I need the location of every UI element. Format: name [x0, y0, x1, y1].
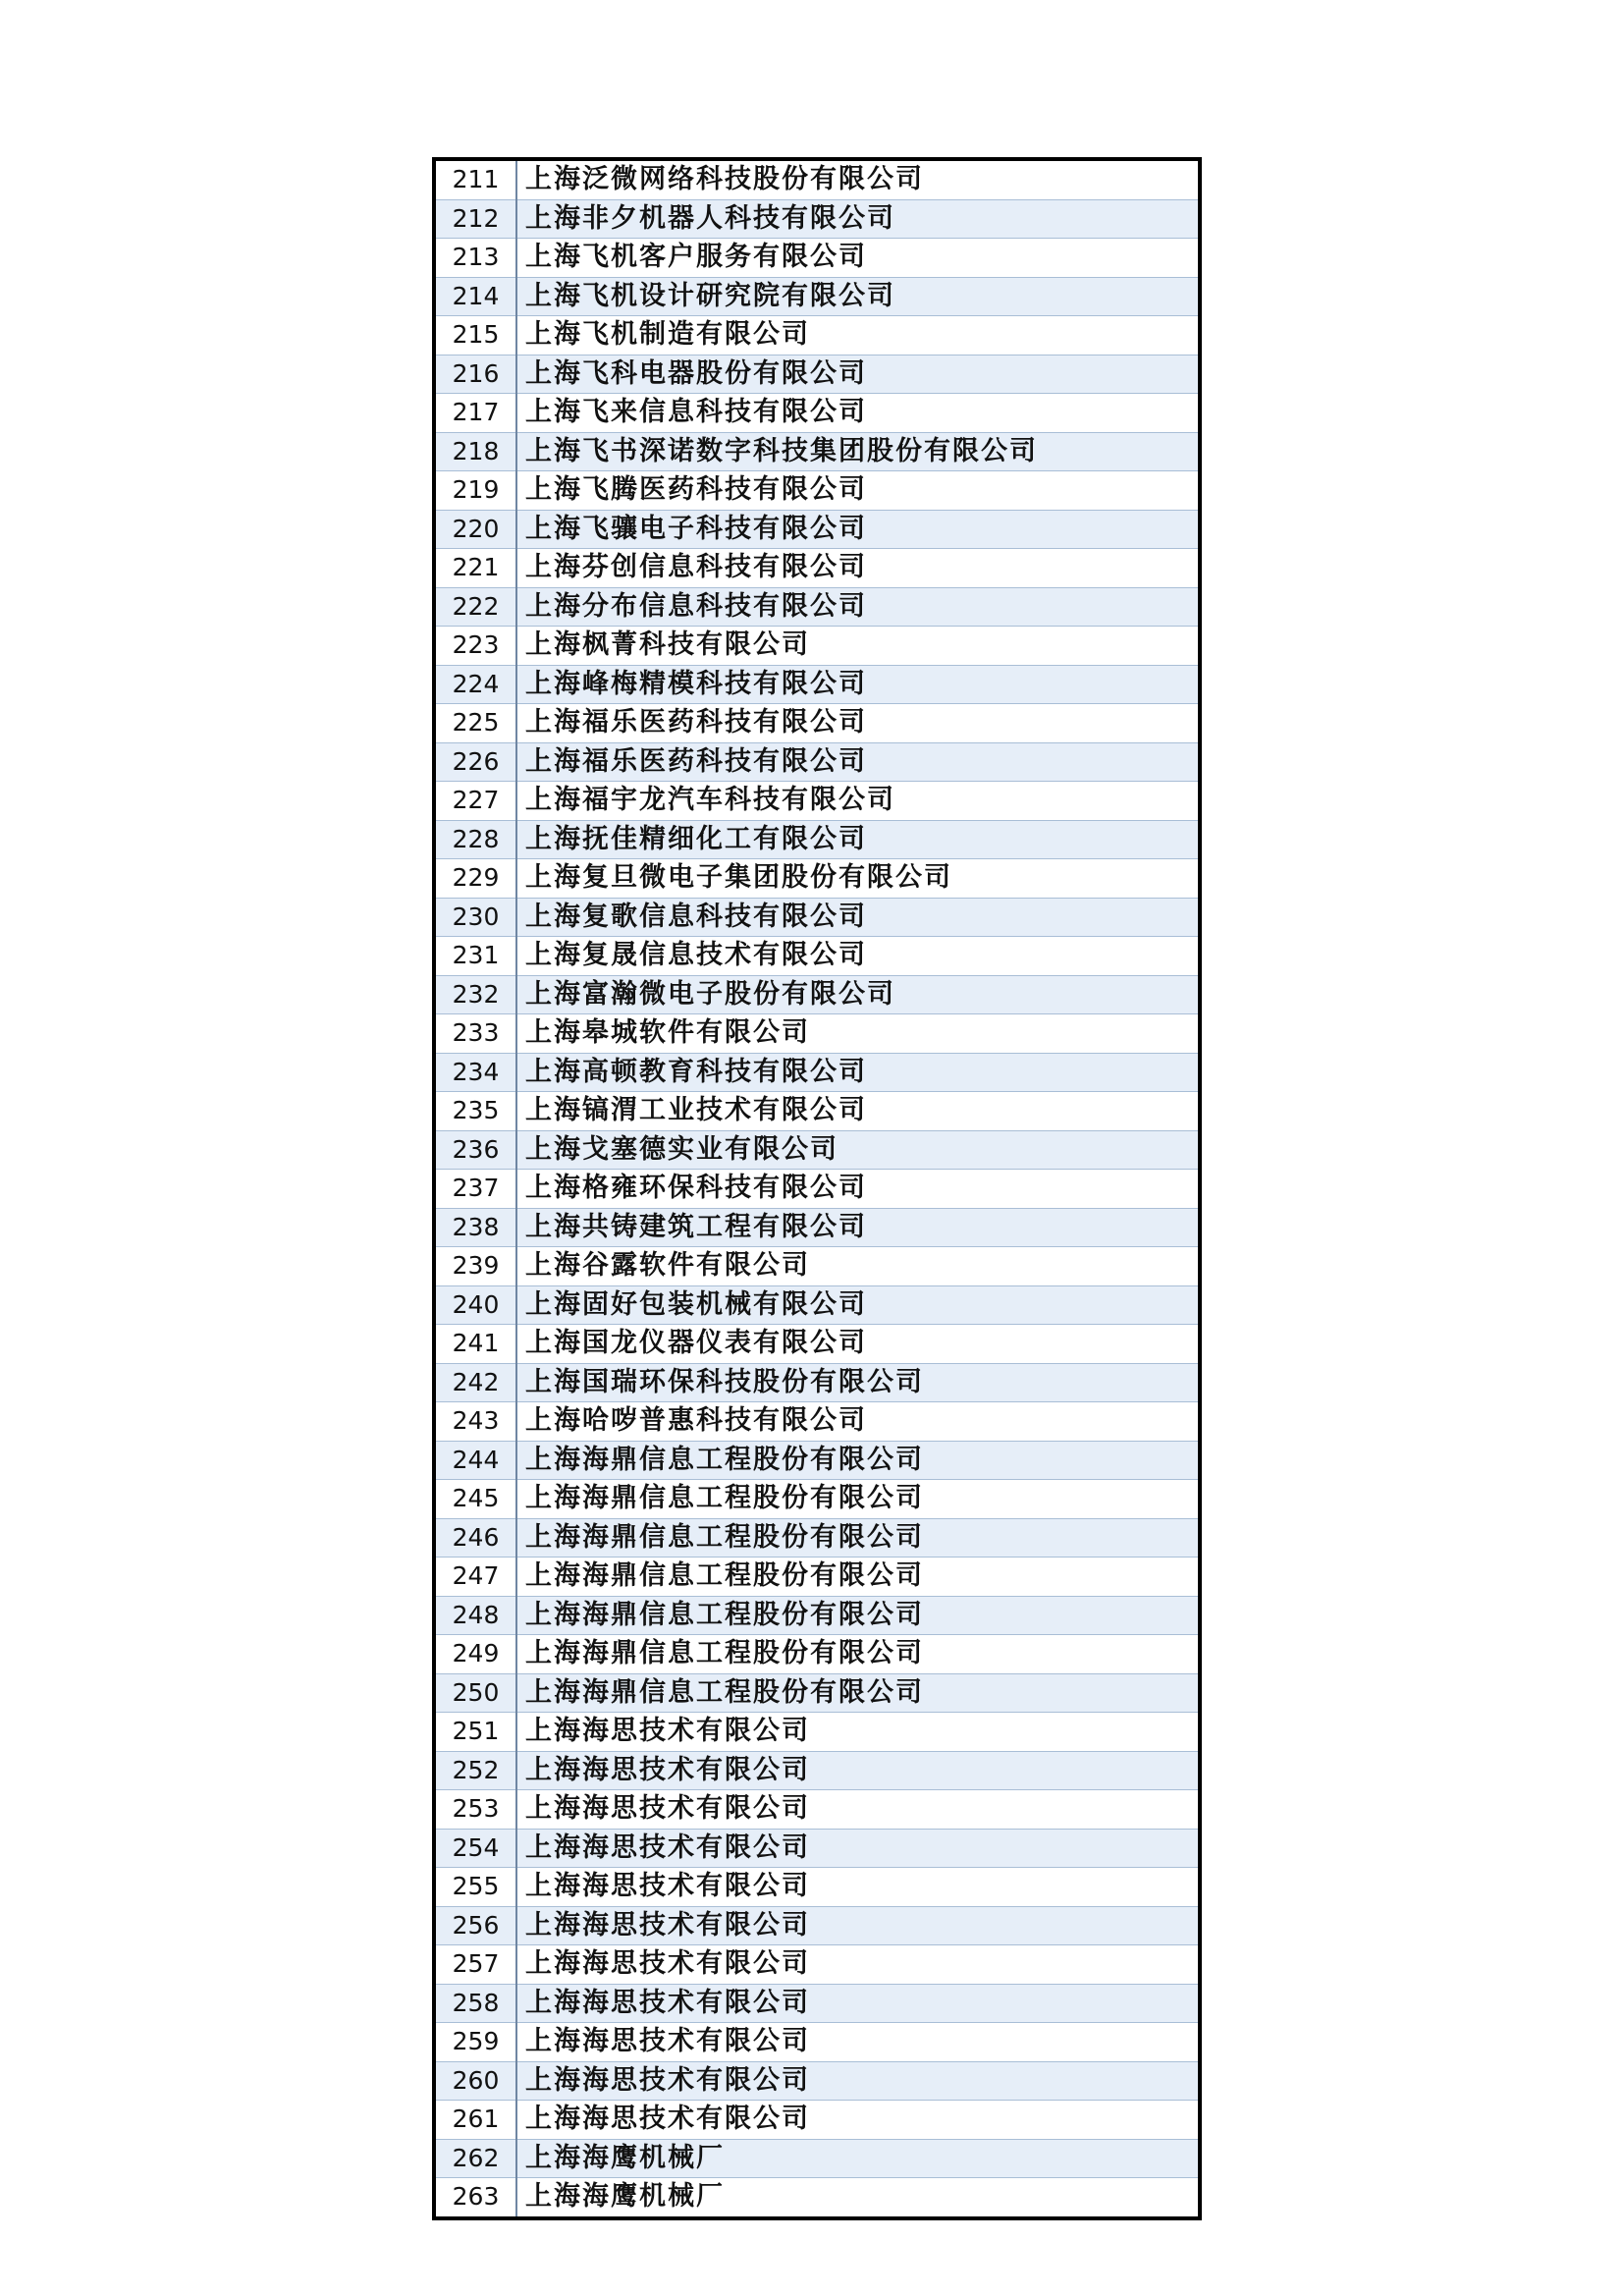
row-number: 227: [436, 782, 516, 821]
row-number: 230: [436, 898, 516, 937]
company-name: 上海飞机客户服务有限公司: [516, 239, 1198, 278]
row-number: 242: [436, 1363, 516, 1402]
company-name: 上海芬创信息科技有限公司: [516, 549, 1198, 588]
row-number: 228: [436, 820, 516, 859]
company-name: 上海国龙仪器仪表有限公司: [516, 1325, 1198, 1364]
table-body: [436, 161, 1198, 2216]
row-number: 240: [436, 1285, 516, 1325]
table-row: [436, 1170, 1198, 1209]
row-number: 232: [436, 975, 516, 1014]
company-name: 上海飞机制造有限公司: [516, 316, 1198, 355]
row-number: 244: [436, 1441, 516, 1480]
company-name: 上海飞科电器股份有限公司: [516, 355, 1198, 394]
table-row: [436, 1558, 1198, 1597]
table-row: [436, 1906, 1198, 1945]
table-row: [436, 1247, 1198, 1286]
company-name: 上海海鼎信息工程股份有限公司: [516, 1518, 1198, 1558]
table-row: [436, 1673, 1198, 1713]
row-number: 217: [436, 394, 516, 433]
company-name: 上海海鼎信息工程股份有限公司: [516, 1596, 1198, 1635]
company-name: 上海飞腾医药科技有限公司: [516, 471, 1198, 511]
row-number: 243: [436, 1402, 516, 1442]
table-row: [436, 1402, 1198, 1442]
row-number: 226: [436, 742, 516, 782]
row-number: 215: [436, 316, 516, 355]
company-name: 上海分布信息科技有限公司: [516, 587, 1198, 627]
company-name: 上海海思技术有限公司: [516, 1906, 1198, 1945]
company-name: 上海格雍环保科技有限公司: [516, 1170, 1198, 1209]
table-row: [436, 1790, 1198, 1830]
company-name: 上海飞骧电子科技有限公司: [516, 510, 1198, 549]
row-number: 241: [436, 1325, 516, 1364]
table-row: [436, 549, 1198, 588]
row-number: 224: [436, 665, 516, 704]
company-name: 上海谷露软件有限公司: [516, 1247, 1198, 1286]
company-name: 上海海鼎信息工程股份有限公司: [516, 1480, 1198, 1519]
table-row: [436, 1208, 1198, 1247]
table-row: [436, 161, 1198, 199]
company-name: 上海抚佳精细化工有限公司: [516, 820, 1198, 859]
table-row: [436, 239, 1198, 278]
row-number: 235: [436, 1092, 516, 1131]
row-number: 229: [436, 859, 516, 899]
table-row: [436, 355, 1198, 394]
row-number: 233: [436, 1014, 516, 1054]
company-name: 上海复旦微电子集团股份有限公司: [516, 859, 1198, 899]
row-number: 255: [436, 1868, 516, 1907]
table-row: [436, 510, 1198, 549]
row-number: 220: [436, 510, 516, 549]
company-name: 上海镐渭工业技术有限公司: [516, 1092, 1198, 1131]
row-number: 248: [436, 1596, 516, 1635]
row-number: 245: [436, 1480, 516, 1519]
company-name: 上海海鼎信息工程股份有限公司: [516, 1635, 1198, 1674]
company-name: 上海福宇龙汽车科技有限公司: [516, 782, 1198, 821]
company-name: 上海海思技术有限公司: [516, 2061, 1198, 2101]
table-row: [436, 1441, 1198, 1480]
row-number: 236: [436, 1130, 516, 1170]
table-row: [436, 1518, 1198, 1558]
company-name: 上海海思技术有限公司: [516, 1868, 1198, 1907]
row-number: 223: [436, 627, 516, 666]
company-name: 上海国瑞环保科技股份有限公司: [516, 1363, 1198, 1402]
table-row: [436, 782, 1198, 821]
row-number: 254: [436, 1829, 516, 1868]
company-name: 上海哈哕普惠科技有限公司: [516, 1402, 1198, 1442]
company-table: [436, 161, 1198, 2216]
table-row: [436, 2178, 1198, 2216]
table-row: [436, 859, 1198, 899]
company-name: 上海海鼎信息工程股份有限公司: [516, 1441, 1198, 1480]
row-number: 261: [436, 2101, 516, 2140]
table-row: [436, 1713, 1198, 1752]
table-row: [436, 1945, 1198, 1985]
table-row: [436, 1984, 1198, 2023]
company-name: 上海富瀚微电子股份有限公司: [516, 975, 1198, 1014]
row-number: 225: [436, 704, 516, 743]
table-row: [436, 1014, 1198, 1054]
company-name: 上海飞来信息科技有限公司: [516, 394, 1198, 433]
row-number: 247: [436, 1558, 516, 1597]
row-number: 253: [436, 1790, 516, 1830]
row-number: 263: [436, 2178, 516, 2216]
row-number: 252: [436, 1751, 516, 1790]
row-number: 250: [436, 1673, 516, 1713]
row-number: 249: [436, 1635, 516, 1674]
table-row: [436, 937, 1198, 976]
table-row: [436, 1596, 1198, 1635]
company-name: 上海复晟信息技术有限公司: [516, 937, 1198, 976]
company-name: 上海戈塞德实业有限公司: [516, 1130, 1198, 1170]
company-name: 上海海鼎信息工程股份有限公司: [516, 1558, 1198, 1597]
row-number: 237: [436, 1170, 516, 1209]
company-name: 上海飞书深诺数字科技集团股份有限公司: [516, 432, 1198, 471]
table-row: [436, 1480, 1198, 1519]
row-number: 211: [436, 161, 516, 199]
table-row: [436, 1325, 1198, 1364]
company-name: 上海海鹰机械厂: [516, 2139, 1198, 2178]
row-number: 218: [436, 432, 516, 471]
table-row: [436, 277, 1198, 316]
company-name: 上海复歌信息科技有限公司: [516, 898, 1198, 937]
row-number: 258: [436, 1984, 516, 2023]
table-row: [436, 975, 1198, 1014]
row-number: 214: [436, 277, 516, 316]
table-row: [436, 432, 1198, 471]
table-row: [436, 2139, 1198, 2178]
company-name: 上海共铸建筑工程有限公司: [516, 1208, 1198, 1247]
company-name: 上海海思技术有限公司: [516, 1984, 1198, 2023]
table-row: [436, 1751, 1198, 1790]
company-name: 上海福乐医药科技有限公司: [516, 704, 1198, 743]
company-list-table: [432, 157, 1202, 2220]
table-row: [436, 742, 1198, 782]
table-row: [436, 316, 1198, 355]
row-number: 219: [436, 471, 516, 511]
table-row: [436, 1635, 1198, 1674]
table-row: [436, 665, 1198, 704]
row-number: 257: [436, 1945, 516, 1985]
company-name: 上海峰梅精模科技有限公司: [516, 665, 1198, 704]
table-row: [436, 1868, 1198, 1907]
company-name: 上海福乐医药科技有限公司: [516, 742, 1198, 782]
row-number: 246: [436, 1518, 516, 1558]
company-name: 上海皋城软件有限公司: [516, 1014, 1198, 1054]
row-number: 222: [436, 587, 516, 627]
company-name: 上海枫菁科技有限公司: [516, 627, 1198, 666]
company-name: 上海海思技术有限公司: [516, 2101, 1198, 2140]
table-row: [436, 627, 1198, 666]
table-row: [436, 1285, 1198, 1325]
table-row: [436, 1130, 1198, 1170]
row-number: 239: [436, 1247, 516, 1286]
row-number: 213: [436, 239, 516, 278]
table-row: [436, 1829, 1198, 1868]
row-number: 216: [436, 355, 516, 394]
table-row: [436, 820, 1198, 859]
row-number: 238: [436, 1208, 516, 1247]
table-row: [436, 199, 1198, 239]
row-number: 221: [436, 549, 516, 588]
company-name: 上海海思技术有限公司: [516, 1751, 1198, 1790]
table-row: [436, 2101, 1198, 2140]
row-number: 259: [436, 2023, 516, 2062]
row-number: 256: [436, 1906, 516, 1945]
company-name: 上海高顿教育科技有限公司: [516, 1053, 1198, 1092]
company-name: 上海海思技术有限公司: [516, 2023, 1198, 2062]
table-row: [436, 1092, 1198, 1131]
row-number: 234: [436, 1053, 516, 1092]
company-name: 上海海思技术有限公司: [516, 1945, 1198, 1985]
table-row: [436, 898, 1198, 937]
company-name: 上海泛微网络科技股份有限公司: [516, 161, 1198, 199]
table-row: [436, 1363, 1198, 1402]
row-number: 262: [436, 2139, 516, 2178]
table-row: [436, 587, 1198, 627]
company-name: 上海飞机设计研究院有限公司: [516, 277, 1198, 316]
table-row: [436, 471, 1198, 511]
table-row: [436, 2061, 1198, 2101]
company-name: 上海非夕机器人科技有限公司: [516, 199, 1198, 239]
company-name: 上海海鹰机械厂: [516, 2178, 1198, 2216]
company-name: 上海海思技术有限公司: [516, 1829, 1198, 1868]
company-name: 上海海鼎信息工程股份有限公司: [516, 1673, 1198, 1713]
table-row: [436, 394, 1198, 433]
table-row: [436, 1053, 1198, 1092]
row-number: 231: [436, 937, 516, 976]
company-name: 上海固好包装机械有限公司: [516, 1285, 1198, 1325]
row-number: 212: [436, 199, 516, 239]
row-number: 260: [436, 2061, 516, 2101]
table-row: [436, 704, 1198, 743]
row-number: 251: [436, 1713, 516, 1752]
company-name: 上海海思技术有限公司: [516, 1790, 1198, 1830]
company-name: 上海海思技术有限公司: [516, 1713, 1198, 1752]
table-row: [436, 2023, 1198, 2062]
